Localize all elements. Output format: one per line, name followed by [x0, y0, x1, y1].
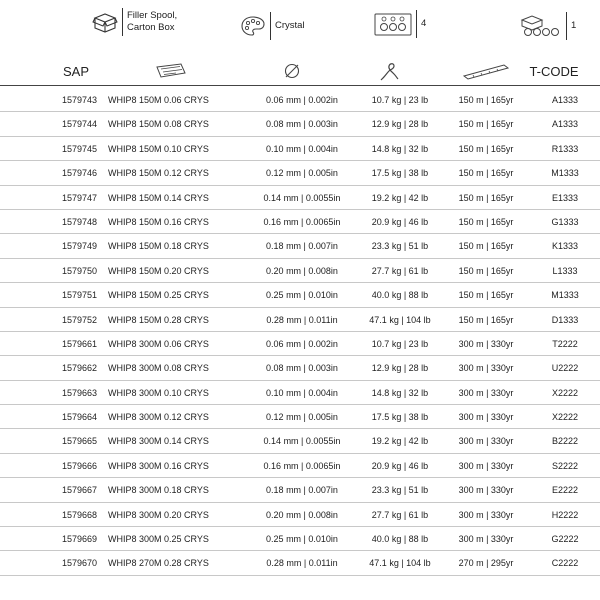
package-info: [92, 8, 177, 36]
cell-diameter: 0.08 mm | 0.003in: [266, 119, 338, 130]
cell-sap: 1579750: [62, 265, 98, 276]
cell-breaking-load: 20.9 kg | 46 lb: [371, 460, 429, 471]
cell-length: 300 m | 330yr: [458, 338, 514, 349]
cell-diameter: 0.25 mm | 0.010in: [266, 290, 338, 301]
cell-tcode: K1333: [551, 241, 579, 252]
cell-description: WHIP8 150M 0.08 CRYS: [108, 119, 209, 130]
table-row: [0, 381, 600, 405]
divider: [566, 12, 567, 40]
cell-breaking-load: 27.7 kg | 61 lb: [371, 509, 429, 520]
cell-tcode: M1333: [551, 290, 579, 301]
cell-diameter: 0.28 mm | 0.011in: [266, 314, 338, 325]
cell-diameter: 0.28 mm | 0.011in: [266, 558, 338, 569]
cell-diameter: 0.12 mm | 0.005in: [266, 168, 338, 179]
cell-sap: 1579747: [62, 192, 98, 203]
table-row: [0, 356, 600, 380]
cell-sap: 1579666: [62, 460, 98, 471]
cell-description: WHIP8 300M 0.08 CRYS: [108, 363, 209, 374]
cell-sap: 1579745: [62, 143, 98, 154]
table-row: [0, 405, 600, 429]
cell-breaking-load: 14.8 kg | 32 lb: [371, 143, 429, 154]
table-row: [0, 259, 600, 283]
cell-description: WHIP8 150M 0.18 CRYS: [108, 241, 209, 252]
table-row: [0, 332, 600, 356]
cell-tcode: D1333: [551, 314, 579, 325]
cell-diameter: 0.16 mm | 0.0065in: [263, 216, 341, 227]
spool-pack-icon: [374, 11, 412, 37]
cell-description: WHIP8 300M 0.20 CRYS: [108, 509, 209, 520]
cell-description: WHIP8 150M 0.16 CRYS: [108, 216, 209, 227]
cell-description: WHIP8 150M 0.12 CRYS: [108, 168, 209, 179]
table-row: [0, 527, 600, 551]
table-row: [0, 454, 600, 478]
cell-diameter: 0.14 mm | 0.0055in: [263, 436, 341, 447]
cell-breaking-load: 23.3 kg | 51 lb: [371, 241, 429, 252]
cell-sap: 1579665: [62, 436, 98, 447]
cell-tcode: M1333: [551, 168, 579, 179]
table-row: [0, 551, 600, 575]
table-row: [0, 186, 600, 210]
cell-tcode: X2222: [551, 412, 579, 423]
cell-description: WHIP8 150M 0.28 CRYS: [108, 314, 209, 325]
cell-description: WHIP8 150M 0.14 CRYS: [108, 192, 209, 203]
cell-tcode: E2222: [551, 485, 579, 496]
cell-description: WHIP8 300M 0.16 CRYS: [108, 460, 209, 471]
cell-breaking-load: 19.2 kg | 42 lb: [371, 192, 429, 203]
cell-tcode: A1333: [551, 95, 579, 105]
cell-breaking-load: 40.0 kg | 88 lb: [371, 534, 429, 545]
color-info: [240, 12, 305, 40]
cell-breaking-load: 17.5 kg | 38 lb: [371, 412, 429, 423]
cell-breaking-load: 27.7 kg | 61 lb: [371, 265, 429, 276]
cell-breaking-load: 23.3 kg | 51 lb: [371, 485, 429, 496]
cell-tcode: B2222: [551, 436, 579, 447]
divider: [416, 10, 417, 38]
cell-length: 150 m | 165yr: [458, 290, 514, 301]
cell-length: 300 m | 330yr: [458, 436, 514, 447]
cell-breaking-load: 40.0 kg | 88 lb: [371, 290, 429, 301]
cell-tcode: E1333: [551, 192, 579, 203]
cell-length: 150 m | 165yr: [458, 265, 514, 276]
cell-length: 150 m | 165yr: [458, 119, 514, 130]
cell-diameter: 0.06 mm | 0.002in: [266, 95, 338, 105]
cell-tcode: S2222: [551, 460, 579, 471]
pack-info: [374, 10, 426, 38]
product-table: [0, 88, 600, 576]
table-row: [0, 478, 600, 502]
cell-breaking-load: 20.9 kg | 46 lb: [371, 216, 429, 227]
cell-description: WHIP8 300M 0.18 CRYS: [108, 485, 209, 496]
box-icon: [92, 10, 118, 34]
cell-sap: 1579663: [62, 387, 98, 398]
cell-length: 150 m | 165yr: [458, 192, 514, 203]
package-text-line1: Filler Spool,: [127, 10, 178, 21]
cell-description: WHIP8 150M 0.25 CRYS: [108, 290, 209, 301]
cell-length: 300 m | 330yr: [458, 412, 514, 423]
cell-length: 150 m | 165yr: [458, 241, 514, 252]
cell-length: 150 m | 165yr: [458, 143, 514, 154]
cell-breaking-load: 12.9 kg | 28 lb: [371, 363, 429, 374]
table-row: [0, 283, 600, 307]
cell-diameter: 0.20 mm | 0.008in: [266, 509, 338, 520]
column-header-sap: SAP: [62, 63, 89, 79]
cell-breaking-load: 47.1 kg | 104 lb: [369, 558, 431, 569]
cell-description: WHIP8 300M 0.12 CRYS: [108, 412, 209, 423]
cell-description: WHIP8 150M 0.06 CRYS: [108, 95, 209, 105]
cell-tcode: U2222: [551, 363, 579, 374]
cell-diameter: 0.10 mm | 0.004in: [266, 387, 338, 398]
cell-sap: 1579752: [62, 314, 98, 325]
cell-sap: 1579749: [62, 241, 98, 252]
product-info-bar: [0, 0, 600, 50]
table-row: [0, 429, 600, 453]
cell-tcode: G2222: [551, 534, 579, 545]
table-row: [0, 308, 600, 332]
cell-tcode: A1333: [551, 119, 579, 130]
cell-diameter: 0.20 mm | 0.008in: [266, 265, 338, 276]
cell-tcode: G1333: [551, 216, 579, 227]
cell-diameter: 0.16 mm | 0.0065in: [263, 460, 341, 471]
cell-length: 270 m | 295yr: [458, 558, 514, 569]
cell-description: WHIP8 300M 0.25 CRYS: [108, 534, 209, 545]
cell-tcode: X2222: [551, 387, 579, 398]
cell-length: 150 m | 165yr: [458, 168, 514, 179]
carton-count: 1: [571, 20, 577, 31]
cell-description: WHIP8 270M 0.28 CRYS: [108, 558, 209, 569]
color-palette-icon: [240, 15, 266, 37]
cell-length: 300 m | 330yr: [458, 387, 514, 398]
cell-diameter: 0.14 mm | 0.0055in: [263, 192, 341, 203]
table-row: [0, 161, 600, 185]
knot-icon: [370, 56, 410, 86]
cell-description: WHIP8 150M 0.20 CRYS: [108, 265, 209, 276]
cell-description: WHIP8 300M 0.14 CRYS: [108, 436, 209, 447]
cell-sap: 1579670: [62, 558, 98, 569]
cell-sap: 1579748: [62, 216, 98, 227]
cell-breaking-load: 10.7 kg | 23 lb: [371, 338, 429, 349]
cell-diameter: 0.18 mm | 0.007in: [266, 241, 338, 252]
table-row: [0, 88, 600, 112]
cell-breaking-load: 47.1 kg | 104 lb: [369, 314, 431, 325]
cell-description: WHIP8 300M 0.06 CRYS: [108, 338, 209, 349]
cell-description: WHIP8 300M 0.10 CRYS: [108, 387, 209, 398]
cell-breaking-load: 14.8 kg | 32 lb: [371, 387, 429, 398]
cell-tcode: H2222: [551, 509, 579, 520]
cell-sap: 1579743: [62, 95, 98, 105]
cell-sap: 1579751: [62, 290, 98, 301]
cell-length: 300 m | 330yr: [458, 363, 514, 374]
cell-tcode: R1333: [551, 143, 579, 154]
divider: [270, 12, 271, 40]
cell-sap: 1579662: [62, 363, 98, 374]
cell-length: 150 m | 165yr: [458, 95, 514, 105]
table-row: [0, 234, 600, 258]
cell-diameter: 0.08 mm | 0.003in: [266, 363, 338, 374]
cell-breaking-load: 17.5 kg | 38 lb: [371, 168, 429, 179]
cell-length: 300 m | 330yr: [458, 509, 514, 520]
spool-label-icon: [146, 56, 196, 86]
cell-sap: 1579661: [62, 338, 98, 349]
line-length-icon: [456, 56, 516, 86]
cell-diameter: 0.06 mm | 0.002in: [266, 338, 338, 349]
cell-diameter: 0.25 mm | 0.010in: [266, 534, 338, 545]
cell-sap: 1579667: [62, 485, 98, 496]
cell-breaking-load: 12.9 kg | 28 lb: [371, 119, 429, 130]
carton-spools-icon: [518, 14, 562, 38]
cell-sap: 1579668: [62, 509, 98, 520]
table-row: [0, 112, 600, 136]
cell-sap: 1579746: [62, 168, 98, 179]
cell-sap: 1579669: [62, 534, 98, 545]
cell-length: 300 m | 330yr: [458, 460, 514, 471]
cell-diameter: 0.18 mm | 0.007in: [266, 485, 338, 496]
cell-length: 300 m | 330yr: [458, 534, 514, 545]
color-text: Crystal: [275, 20, 305, 31]
table-row: [0, 137, 600, 161]
cell-length: 150 m | 165yr: [458, 314, 514, 325]
package-text-line2: Carton Box: [127, 22, 175, 33]
column-header-tcode: T-CODE: [529, 63, 579, 79]
cell-description: WHIP8 150M 0.10 CRYS: [108, 143, 209, 154]
cell-length: 300 m | 330yr: [458, 485, 514, 496]
divider: [122, 8, 123, 36]
cell-breaking-load: 19.2 kg | 42 lb: [371, 436, 429, 447]
cell-tcode: C2222: [551, 558, 579, 569]
table-row: [0, 210, 600, 234]
cell-sap: 1579744: [62, 119, 98, 130]
table-row: [0, 503, 600, 527]
cell-length: 150 m | 165yr: [458, 216, 514, 227]
package-text: [127, 10, 177, 34]
cell-breaking-load: 10.7 kg | 23 lb: [371, 95, 429, 105]
carton-info: [518, 12, 576, 40]
pack-count: 4: [421, 18, 427, 29]
cell-sap: 1579664: [62, 412, 98, 423]
diameter-icon: [270, 56, 314, 86]
cell-tcode: L1333: [552, 265, 578, 276]
cell-tcode: T2222: [552, 338, 578, 349]
table-header: [0, 56, 600, 86]
cell-diameter: 0.10 mm | 0.004in: [266, 143, 338, 154]
cell-diameter: 0.12 mm | 0.005in: [266, 412, 338, 423]
